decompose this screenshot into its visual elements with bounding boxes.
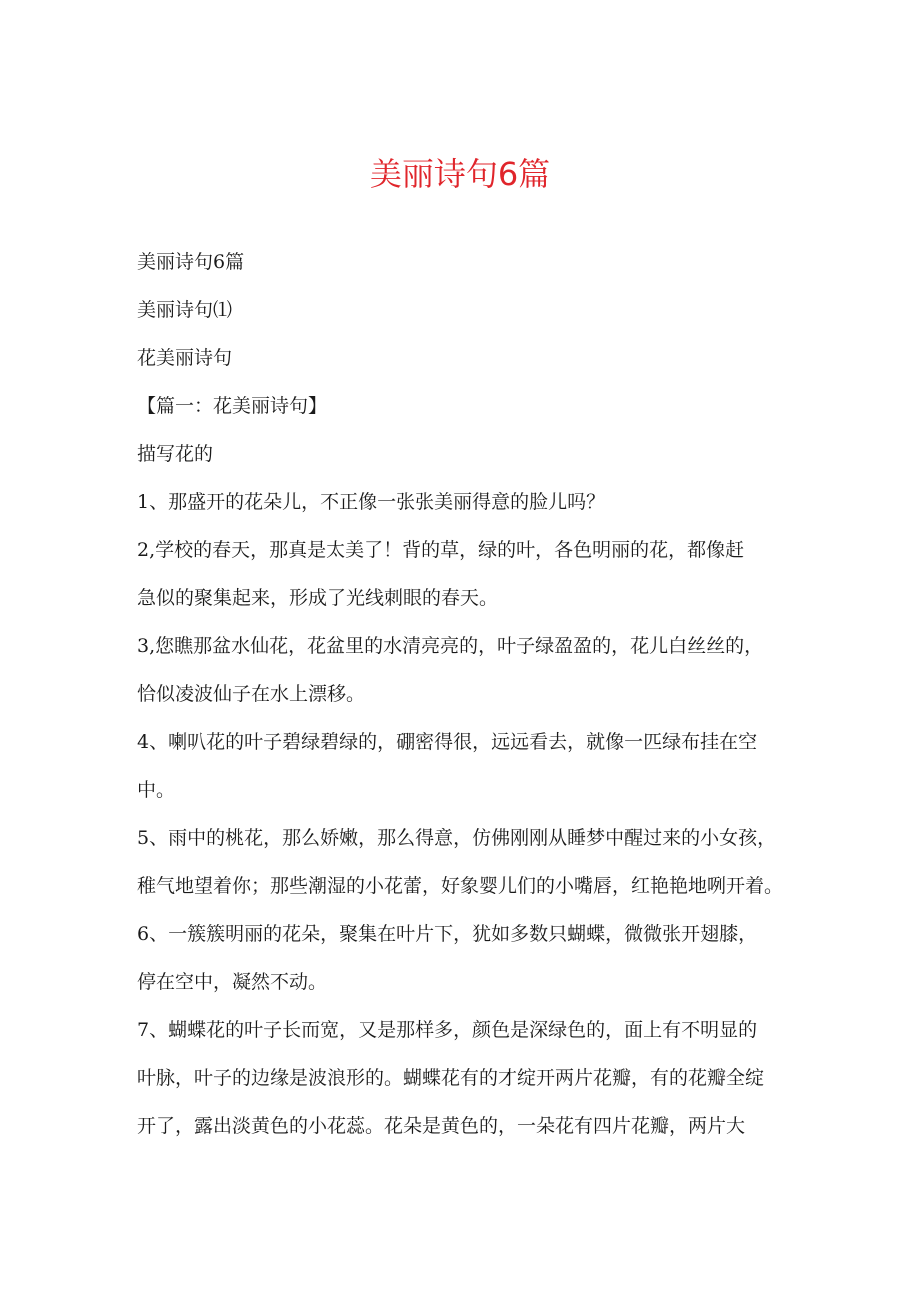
line-section-label: 【篇一：花美丽诗句】 xyxy=(137,395,328,417)
line-item-7b: 叶脉，叶子的边缘是波浪形的。蝴蝶花有的才绽开两片花瓣，有的花瓣全绽 xyxy=(137,1067,765,1089)
line-item-4b: 中。 xyxy=(137,779,176,801)
line-item-3b: 恰似凌波仙子在水上漂移。 xyxy=(137,683,366,705)
line-item-5b: 稚气地望着你；那些潮湿的小花蕾，好象婴儿们的小嘴唇，红艳艳地咧开着。 xyxy=(137,875,784,897)
document-body xyxy=(137,238,787,1150)
line-heading: 美丽诗句6篇 xyxy=(137,251,245,273)
line-item-6a: 6、一簇簇明丽的花朵，聚集在叶片下，犹如多数只蝴蝶，微微张开翅膝， xyxy=(137,923,758,945)
line-topic: 花美丽诗句 xyxy=(137,347,233,369)
line-item-4a: 4、喇叭花的叶子碧绿碧绿的，硼密得很，远远看去，就像一匹绿布挂在空 xyxy=(137,731,758,753)
line-item-2b: 急似的聚集起来，形成了光线刺眼的春天。 xyxy=(137,587,499,609)
document-title: 美丽诗句6篇 xyxy=(369,155,551,193)
line-item-1: 1、那盛开的花朵儿，不正像一张张美丽得意的脸儿吗？ xyxy=(137,491,606,513)
line-item-5a: 5、雨中的桃花，那么娇嫩，那么得意，仿佛刚刚从睡梦中醒过来的小女孩， xyxy=(137,827,777,849)
line-item-7c: 开了，露出淡黄色的小花蕊。花朵是黄色的，一朵花有四片花瓣，两片大 xyxy=(137,1115,746,1137)
line-item-2a: 2,学校的春天，那真是太美了！背的草，绿的叶，各色明丽的花，都像赶 xyxy=(137,539,745,561)
line-intro: 描写花的 xyxy=(137,443,214,465)
line-item-3a: 3,您瞧那盆水仙花，花盆里的水清亮亮的，叶子绿盈盈的，花儿白丝丝的， xyxy=(137,635,764,657)
line-item-7a: 7、蝴蝶花的叶子长而宽，又是那样多，颜色是深绿色的，面上有不明显的 xyxy=(137,1019,758,1041)
line-subheading: 美丽诗句⑴ xyxy=(137,299,233,321)
line-item-6b: 停在空中，凝然不动。 xyxy=(137,971,328,993)
